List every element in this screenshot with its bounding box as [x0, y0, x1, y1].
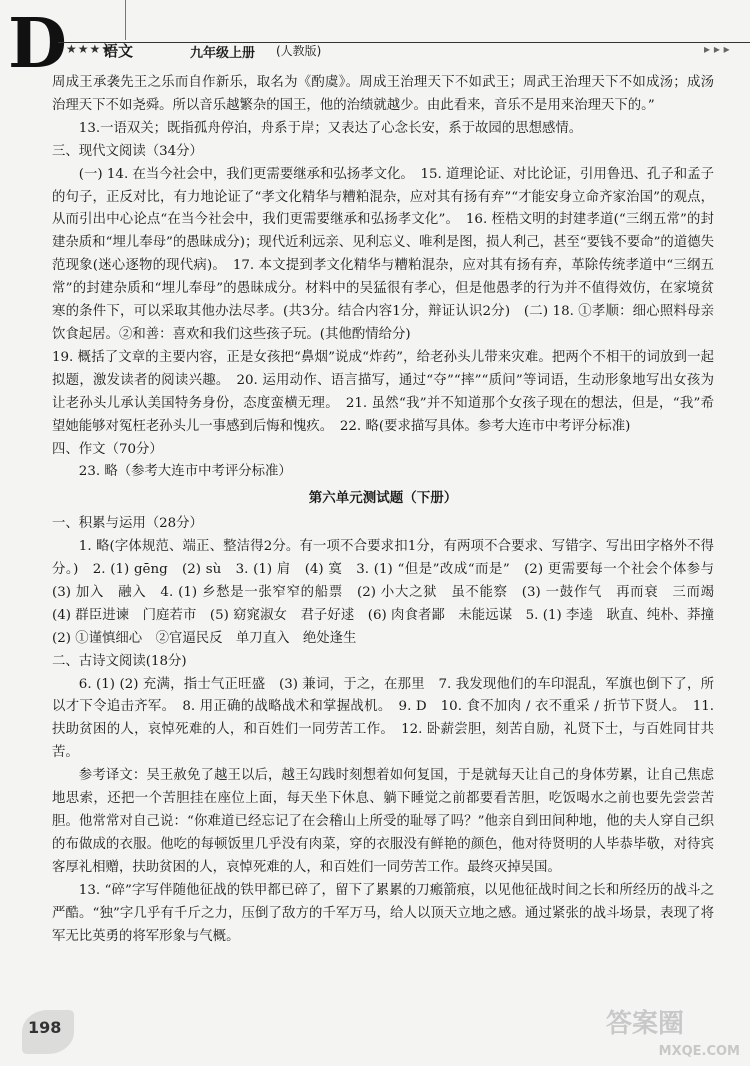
paragraph: 23. 略（参考大连市中考评分标准）: [78, 464, 292, 480]
section-heading: 二、古诗文阅读(18分): [52, 653, 187, 669]
section-heading: 四、作文（70分）: [52, 441, 163, 457]
section-heading: 三、现代文阅读（34分）: [52, 143, 203, 159]
paragraph: (一) 14. 在当今社会中，我们更需要继承和弘扬孝文化。 15. 道理论证、对比论证，引用鲁迅、孔子和孟子的句子，正反对比，有力地论证了“孝文化精华与糟粕混杂，应对其有扬有弃”“才能安身立命齐家治国”的观点，从而引出中心论点“在当今社会中，我们更需要继承和弘扬孝文化”。 16. 桎梏文明的封建孝道(“三纲五常”的封建杂质和“埋儿奉母”的愚昧成分)；现代近利远亲、见利忘义、唯利是图，损人利己，甚至“要钱不要命”的道德失范现象(迷心逐物的现代病)。 17. 本文提到孝文化精华与糟粕混杂，应对其有扬有弃，革除传统孝道中“三纲五常”的封建杂质和“埋儿奉母”的愚昧成分。材料中的吴猛很有孝心，但是他愚孝的行为并不值得效仿，在家境贫寒的条件下，可以采取其他办法尽孝。(共3分。结合内容1分，辩证认识2分) (二) 18. ①孝顺：细心照料母亲饮食起居。②和善：喜欢和我们这些孩子玩。(其他酌情给分): [52, 166, 714, 342]
paragraph: 1. 略(字体规范、端正、整洁得2分。有一项不合要求扣1分，有两项不合要求、写错字、写出田字格外不得分。) 2. (1) gēng (2) sù 3. (1) 肩 (4) 寞 3. (1) “但是”改成“而是” (2) 更需要每一个社会个体参与 (3) 加入 融入 4. (1) 乡愁是一张窄窄的船票 (2) 小大之狱 虽不能察 (3) 一鼓作气 再而衰 三而竭 (4) 群臣进谏 门庭若市 (5) 窈窕淑女 君子好逑 (6) 肉食者鄙 未能远谋 5. (1) 李逵 耿直、纯朴、莽撞 (2) ①谨慎细心 ②官逼民反 单刀直入 绝处逢生: [52, 539, 728, 646]
arrow-icon: ▸ ▸ ▸: [704, 42, 730, 56]
watermark-main: 答案圈: [606, 1009, 685, 1039]
edition-label: (人教版): [276, 44, 322, 58]
watermark-sub: MXQE.COM: [658, 1044, 740, 1059]
header-divider: [125, 0, 126, 40]
paragraph: 周成王承袭先王之乐而自作新乐，取名为《酌虞》。周成王治理天下不如武王；周武王治理天下不如成汤；成汤治理天下不如尧舜。所以音乐越繁杂的国王，他的治绩就越少。由此看来，音乐不是用来治理天下的。”: [52, 75, 714, 113]
section-heading: 一、积累与运用（28分）: [52, 516, 203, 532]
paragraph: 6. (1) (2) 充满，指士气正旺盛 (3) 兼词，于之，在那里 7. 我发现他们的车印混乱，军旗也倒下了，所以才下令追击齐军。 8. 用正确的战略战术和掌握战机。 9. D 10. 食不加肉 / 衣不重采 / 折节下贤人。 11. 扶助贫困的人，哀悼死难的人，和百姓们一同劳苦工作。 12. 卧薪尝胆，刻苦自励，礼贤下士，与百姓同甘共苦。: [52, 676, 714, 761]
logo-letter: D: [8, 4, 65, 84]
subject-label: 语文: [103, 42, 134, 60]
page-content: [52, 72, 728, 948]
unit-title: 第六单元测试题（下册）: [308, 490, 458, 507]
paragraph: 13. “碎”字写伴随他征战的铁甲都已碎了，留下了累累的刀瘢箭痕，以见他征战时间之长和所经历的战斗之严酷。“独”字几乎有千斤之力，压倒了敌方的千军万马，给人以顶天立地之感。通过紧张的战斗场景，表现了将军无比英勇的将军形象与气概。: [52, 882, 714, 944]
paragraph: 19. 概括了文章的主要内容，正是女孩把“鼻烟”说成“炸药”，给老孙头儿带来灾难。把两个不相干的词放到一起拟题，激发读者的阅读兴趣。 20. 运用动作、语言描写，通过“夺”“摔”“质问”等词语，生动形象地写出女孩为让老孙头儿承认美国特务身份，态度蛮横无理。 21. 虽然“我”并不知道那个女孩子现在的想法，但是，“我”希望她能够对冤枉老孙头儿一事感到后悔和愧疚。 22. 略(要求描写具体。参考大连市中考评分标准): [52, 349, 714, 434]
grade-label: 九年级上册: [190, 46, 256, 61]
watermark: [606, 1010, 746, 1060]
translation-paragraph: 参考译文：吴王赦免了越王以后，越王勾践时刻想着如何复国，于是就每天让自己的身体劳累，让自己焦虑地思索，还把一个苦胆挂在座位上面，每天坐下休息、躺下睡觉之前都要看苦胆，吃饭喝水之前也要先尝尝苦胆。他常常对自己说：“你难道已经忘记了在会稽山上所受的耻辱了吗？”他亲自到田间种地，他的夫人穿自己织的布做成的衣服。他吃的每顿饭里几乎没有肉菜，穿的衣服没有鲜艳的颜色，他对待贤明的人毕恭毕敬，对待宾客厚礼相赠，扶助贫困的人，哀悼死难的人，和百姓们一同劳苦工作。最终灭掉吴国。: [52, 768, 714, 875]
star-icon: ★★★★: [66, 42, 114, 56]
paragraph: 13.一语双关；既指孤舟停泊，舟系于岸；又表达了心念长安，系于故园的思想感情。: [78, 120, 583, 136]
header-band: [58, 42, 750, 67]
page-number: 198: [28, 1018, 62, 1037]
